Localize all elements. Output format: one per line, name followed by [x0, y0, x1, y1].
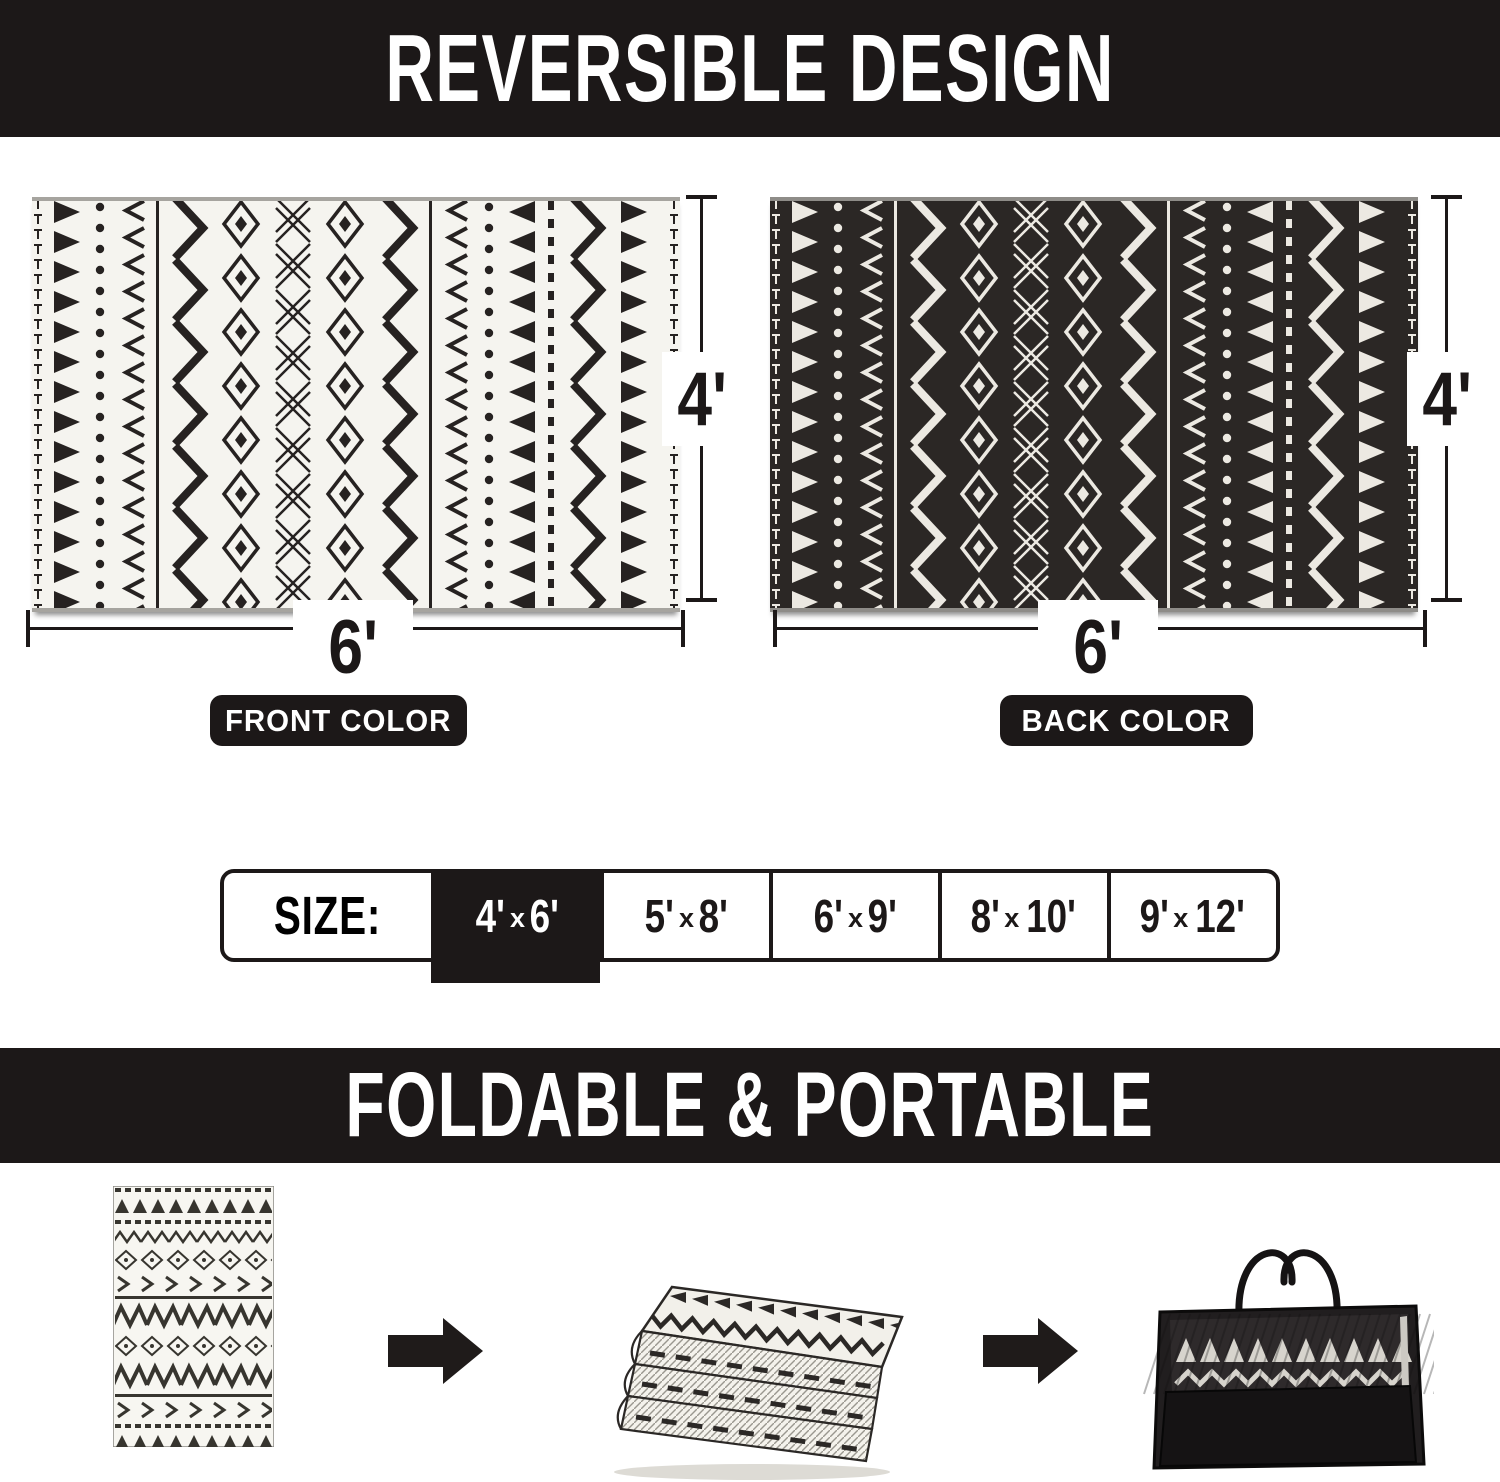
front-rug-height-label: 4': [662, 352, 742, 446]
dimension-cap: [686, 598, 717, 602]
carry-bag-image: [1142, 1216, 1434, 1476]
front-color-badge: FRONT COLOR: [210, 695, 467, 746]
folded-rug-image: [592, 1283, 907, 1482]
dimension-cap: [26, 610, 30, 647]
banner-top-title: REVERSIBLE DESIGN: [385, 14, 1115, 122]
dimension-cap: [1431, 195, 1462, 199]
arrow-right-icon: [983, 1318, 1078, 1384]
flat-rug-image: [113, 1186, 274, 1447]
front-rug-image: [32, 197, 680, 612]
dimension-cap: [686, 195, 717, 199]
back-rug-height-label: 4': [1407, 352, 1487, 446]
size-option-6x9: 6' x 9': [769, 873, 938, 958]
banner-bottom-title: FOLDABLE & PORTABLE: [345, 1054, 1155, 1156]
reversible-design-banner: [0, 0, 1500, 137]
front-rug-width-label: 6': [293, 600, 413, 694]
size-option-8x10: 8' x 10': [938, 873, 1107, 958]
back-rug-width-label: 6': [1038, 600, 1158, 694]
size-option-9x12: 9' x 12': [1107, 873, 1276, 958]
foldable-portable-banner: [0, 1048, 1500, 1163]
back-color-badge: BACK COLOR: [1000, 695, 1253, 746]
size-option-5x8: 5' x 8': [600, 873, 769, 958]
size-selector-bar: [220, 869, 1280, 962]
size-option-4x6: 4' x 6': [431, 873, 600, 958]
dimension-cap: [773, 610, 777, 647]
dimension-cap: [681, 610, 685, 647]
size-label: SIZE:: [273, 885, 382, 946]
back-rug-image: [770, 197, 1418, 612]
dimension-cap: [1423, 610, 1427, 647]
dimension-cap: [1431, 598, 1462, 602]
arrow-right-icon: [388, 1318, 483, 1384]
